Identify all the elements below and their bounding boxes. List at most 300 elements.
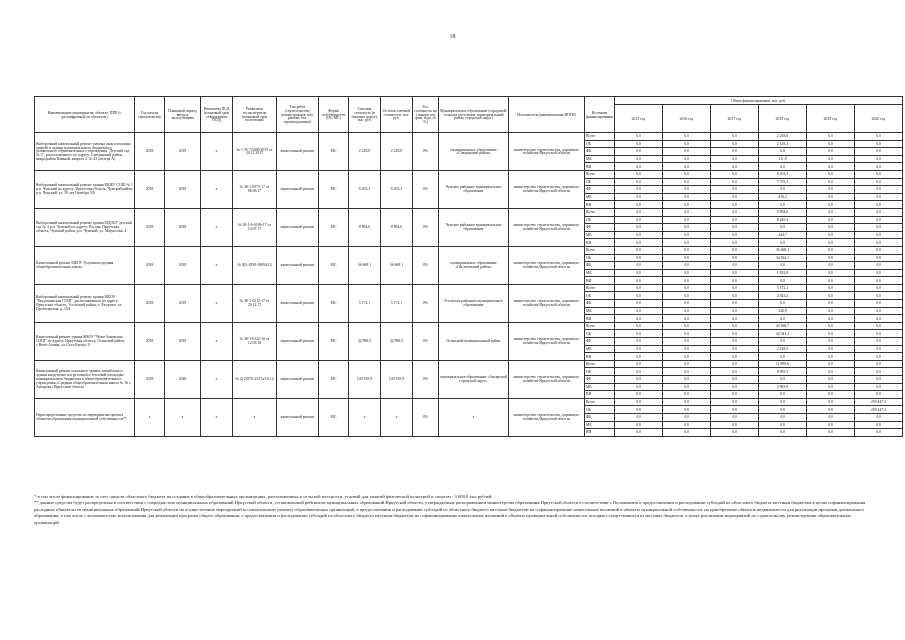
amount-cell: 0,0 [711, 208, 759, 216]
amount-cell: 0,0 [711, 216, 759, 224]
amount-cell: 0,0 [855, 368, 903, 376]
amount-cell: 0,0 [711, 307, 759, 315]
amount-cell: 0,0 [615, 368, 663, 376]
works-type-cell: капитальный ремонт [277, 284, 319, 322]
amount-cell: 0,0 [807, 322, 855, 330]
amount-cell: 410,2 [759, 193, 807, 201]
amount-cell: 0,0 [663, 224, 711, 232]
expertise-details-cell: № 38-1-0312-17 от 29.12.17 [233, 284, 277, 322]
amount-cell: 0,0 [711, 239, 759, 247]
amount-cell: 0,0 [711, 163, 759, 171]
amount-cell: 0,0 [807, 338, 855, 346]
readiness-cell: 0% [413, 322, 439, 360]
funding-source-cell: Всего [585, 133, 615, 141]
year-start-cell: х [135, 398, 165, 436]
amount-cell: 0,0 [615, 360, 663, 368]
amount-cell: 0,0 [711, 133, 759, 141]
amount-cell: 0,0 [807, 277, 855, 285]
customer-cell: министерство строительства, дорожного хозяйства Иркутской области [509, 246, 585, 284]
funding-source-cell: Всего [585, 360, 615, 368]
amount-cell: 0,0 [855, 360, 903, 368]
amount-cell: 0,0 [663, 330, 711, 338]
amount-cell: 0,0 [855, 338, 903, 346]
amount-cell: 0,0 [711, 413, 759, 421]
amount-cell: 0,0 [663, 254, 711, 262]
customer-cell: министерство строительства, дорожного хозяйства Иркутской области [509, 208, 585, 246]
amount-cell: 0,0 [759, 398, 807, 406]
amount-cell: 0,0 [663, 284, 711, 292]
amount-cell: 0,0 [615, 353, 663, 361]
commission-period-cell: 2018 [165, 133, 201, 171]
ownership-cell: МС [319, 170, 349, 208]
commission-period-cell: 2018 [165, 284, 201, 322]
amount-cell: 0,0 [855, 239, 903, 247]
year-start-cell: 2018 [135, 284, 165, 322]
customer-cell: министерство строительства, дорожного хозяйства Иркутской области [509, 170, 585, 208]
funding-source-cell: ОБ [585, 406, 615, 414]
amount-cell: 0,0 [855, 201, 903, 209]
amount-cell: 0,0 [711, 338, 759, 346]
amount-cell: 0,0 [759, 239, 807, 247]
funding-source-cell: Всего [585, 208, 615, 216]
expertise-details-cell: х [233, 398, 277, 436]
amount-cell: 0,0 [855, 269, 903, 277]
remaining-cost-cell: 42 996,5 [381, 322, 413, 360]
amount-cell: 0,0 [711, 178, 759, 186]
estimate-cost-cell: 8 894,0 [349, 208, 381, 246]
ownership-cell: МС [319, 246, 349, 284]
amount-cell: 0,0 [855, 322, 903, 330]
amount-cell: 0,0 [807, 406, 855, 414]
amount-cell: 0,0 [807, 140, 855, 148]
amount-cell: 259 447,3 [855, 398, 903, 406]
col-header-year: 2020 год [855, 105, 903, 133]
amount-cell: 0,0 [855, 246, 903, 254]
remaining-cost-cell: 8 894,0 [381, 208, 413, 246]
amount-cell: 0,0 [855, 148, 903, 156]
funding-source-cell: ОБ [585, 254, 615, 262]
amount-cell: 0,0 [615, 421, 663, 429]
amount-cell: 0,0 [759, 429, 807, 437]
municipality-cell: Осинский муниципальный район [439, 322, 509, 360]
commission-period-cell: 2020 [165, 360, 201, 398]
customer-cell: министерство строительства, дорожного хозяйства Иркутской области [509, 398, 585, 436]
amount-cell: 0,0 [711, 330, 759, 338]
amount-cell: 0,0 [615, 383, 663, 391]
amount-cell: 0,0 [759, 353, 807, 361]
amount-cell: 0,0 [615, 338, 663, 346]
amount-cell: 0,0 [663, 300, 711, 308]
amount-cell: 0,0 [711, 140, 759, 148]
funding-source-cell: МБ [585, 193, 615, 201]
financing-table [34, 96, 903, 437]
amount-cell: 7 793,1 [759, 178, 807, 186]
col-header-source: Источник финансирования [585, 97, 615, 133]
ownership-cell: МС [319, 360, 349, 398]
psd-details-cell: х [201, 133, 233, 171]
amount-cell: 2 228,5 [759, 345, 807, 353]
amount-cell: 0,0 [663, 368, 711, 376]
amount-cell: 0,0 [807, 178, 855, 186]
amount-cell: 0,0 [615, 330, 663, 338]
col-header-commission: Плановый период ввода в эксплуатацию [165, 97, 201, 133]
works-type-cell: капитальный ремонт [277, 360, 319, 398]
amount-cell: 2 126,1 [759, 140, 807, 148]
amount-cell: 0,0 [663, 391, 711, 399]
amount-cell: 0,0 [807, 201, 855, 209]
amount-cell: 0,0 [807, 155, 855, 163]
amount-cell: 0,0 [615, 246, 663, 254]
amount-cell: 0,0 [807, 208, 855, 216]
amount-cell: 0,0 [615, 140, 663, 148]
municipality-cell: муниципальное образование «Ангарский городской округ» [439, 360, 509, 398]
funding-source-cell: ФБ [585, 262, 615, 270]
amount-cell: 0,0 [807, 231, 855, 239]
funding-source-cell: Всего [585, 322, 615, 330]
amount-cell: 0,0 [759, 338, 807, 346]
commission-period-cell: 2018 [165, 246, 201, 284]
col-header-psd: Реквизиты ПСД (плановый срок утверждения ПСД) [201, 97, 233, 133]
estimate-cost-cell: 42 996,5 [349, 322, 381, 360]
amount-cell: 0,0 [663, 429, 711, 437]
amount-cell: 0,0 [663, 322, 711, 330]
amount-cell: 0,0 [759, 413, 807, 421]
amount-cell: 36 668,1 [759, 246, 807, 254]
footnotes [34, 494, 872, 526]
funding-source-cell: МБ [585, 383, 615, 391]
amount-cell: 0,0 [711, 300, 759, 308]
funding-source-cell: МБ [585, 307, 615, 315]
amount-cell: 0,0 [711, 360, 759, 368]
estimate-cost-cell: 2 238,0 [349, 133, 381, 171]
works-type-cell: капитальный ремонт [277, 208, 319, 246]
col-header-year-start: Год начала строительства [135, 97, 165, 133]
amount-cell: 0,0 [615, 170, 663, 178]
object-name-cell: Капитальный ремонт здания МБОУ "Ново-Зоновская СОШ" по адресу: Иркутская область, Осинский район, с.Ново-Ахины, ул.Сухэ-Батора, 9 [35, 322, 135, 360]
remaining-cost-cell: 2 238,0 [381, 133, 413, 171]
amount-cell: 228,9 [759, 307, 807, 315]
table-row [35, 284, 903, 292]
amount-cell: 0,0 [807, 353, 855, 361]
amount-cell: 0,0 [807, 269, 855, 277]
col-header-municipality: Муниципальное образование (городской/сельское поселение, муниципальный район, городской округ) [439, 97, 509, 133]
amount-cell: 0,0 [711, 383, 759, 391]
remaining-cost-cell: 8 203,3 [381, 170, 413, 208]
footnote: ** данные средства будут распределены в соответствии с очередностью муниципальных образований Иркутской области, установленной рейтингом муниципальных образований Иркутской области, утверждаемым распоряжением министерства образования Иркутской области в соответствии с Положением о предоставлении и расходовании субсидий из областного бюджета местным бюджетам в целях софинансирования расходных обязательств муниципальных образований Иркутской области на осуществление мероприятий по капитальному ремонту образовательных организаций, о предоставлении и расходовании субсидий из областного бюджета местным бюджетам на софинансирование капитальных вложений в объекты муниципальной собственности, на приобретение объектов недвижимости для реализации программ дошкольного образования, в том числе с возможностью использования для реализации программ общего образования, о предоставлении и расходовании субсидий из областного бюджета местным бюджетам на софинансирование капитальных вложений в объекты муниципальной собственности, которые осуществляются из местных бюджетов, в целях реализации мероприятий по строительству, реконструкции образовательных организаций. [34, 500, 866, 525]
amount-cell: 0,0 [711, 231, 759, 239]
funding-source-cell: ОБ [585, 140, 615, 148]
amount-cell: 0,0 [807, 360, 855, 368]
funding-source-cell: МБ [585, 421, 615, 429]
funding-source-cell: МБ [585, 155, 615, 163]
amount-cell: 0,0 [855, 224, 903, 232]
page-number: 18 [449, 34, 456, 40]
amount-cell: 0,0 [615, 284, 663, 292]
col-header-year: 2019 год [807, 105, 855, 133]
amount-cell: 0,0 [759, 277, 807, 285]
amount-cell: 0,0 [663, 277, 711, 285]
amount-cell: 0,0 [855, 413, 903, 421]
amount-cell: 444,7 [759, 231, 807, 239]
year-start-cell: 2018 [135, 133, 165, 171]
funding-source-cell: ФБ [585, 148, 615, 156]
col-header-expertise: Реквизиты госэкспертизы (плановый срок получения) [233, 97, 277, 133]
table-row [35, 208, 903, 216]
amount-cell: 44 569,7 [759, 322, 807, 330]
amount-cell: 0,0 [663, 307, 711, 315]
funding-source-cell: Всего [585, 246, 615, 254]
amount-cell: 0,0 [807, 421, 855, 429]
amount-cell: 0,0 [759, 421, 807, 429]
amount-cell: 0,0 [615, 224, 663, 232]
amount-cell: 0,0 [711, 246, 759, 254]
amount-cell: 0,0 [855, 391, 903, 399]
amount-cell: 0,0 [807, 163, 855, 171]
amount-cell: 0,0 [615, 406, 663, 414]
amount-cell: 0,0 [855, 178, 903, 186]
amount-cell: 0,0 [759, 224, 807, 232]
table-row [35, 360, 903, 368]
amount-cell: 0,0 [711, 186, 759, 194]
amount-cell: 0,0 [615, 216, 663, 224]
amount-cell: 0,0 [807, 330, 855, 338]
amount-cell: 0,0 [615, 262, 663, 270]
works-type-cell: капитальный ремонт [277, 133, 319, 171]
col-header-year: 2016 год [663, 105, 711, 133]
amount-cell: 0,0 [711, 322, 759, 330]
amount-cell: 0,0 [855, 262, 903, 270]
amount-cell: 0,0 [711, 315, 759, 323]
amount-cell: 0,0 [855, 292, 903, 300]
funding-source-cell: МБ [585, 231, 615, 239]
amount-cell: 0,0 [807, 413, 855, 421]
amount-cell: 0,0 [807, 284, 855, 292]
funding-source-cell: ОБ [585, 216, 615, 224]
amount-cell: 0,0 [663, 239, 711, 247]
col-header-volume: Объем финансирования, тыс. руб. [615, 97, 903, 105]
amount-cell: 0,0 [807, 224, 855, 232]
amount-cell: 0,0 [855, 140, 903, 148]
amount-cell: 0,0 [663, 201, 711, 209]
amount-cell: 0,0 [807, 133, 855, 141]
funding-source-cell: ОБ [585, 292, 615, 300]
psd-details-cell: х [201, 208, 233, 246]
amount-cell: 0,0 [711, 292, 759, 300]
amount-cell: 0,0 [711, 429, 759, 437]
amount-cell: 0,0 [807, 300, 855, 308]
amount-cell: 0,0 [615, 186, 663, 194]
col-header-ownership: Форма собственности (ОС/МС) [319, 97, 349, 133]
amount-cell: 0,0 [711, 406, 759, 414]
remaining-cost-cell: 149 185,9 [381, 360, 413, 398]
amount-cell: 0,0 [759, 300, 807, 308]
amount-cell: 1 833,0 [759, 269, 807, 277]
amount-cell: 0,0 [807, 170, 855, 178]
amount-cell: 0,0 [663, 406, 711, 414]
amount-cell: 0,0 [855, 216, 903, 224]
amount-cell: 0,0 [759, 201, 807, 209]
estimate-cost-cell: 149 185,9 [349, 360, 381, 398]
amount-cell: 0,0 [807, 148, 855, 156]
commission-period-cell: 2018 [165, 170, 201, 208]
municipality-cell: Чунское районное муниципальное образование [439, 208, 509, 246]
estimate-cost-cell: х [349, 398, 381, 436]
object-name-cell: Выборочный капитальный ремонт здания МБОУ "Раздольинская СОШ", расположенного по адресу: Иркутская область, Усольский район, п. Раздолье, ул. Пролетарская, д. 15А [35, 284, 135, 322]
psd-details-cell: х [201, 322, 233, 360]
amount-cell: 0,0 [855, 231, 903, 239]
amount-cell: 0,0 [663, 413, 711, 421]
amount-cell: 0,0 [663, 163, 711, 171]
amount-cell: 0,0 [663, 246, 711, 254]
amount-cell: 0,0 [615, 398, 663, 406]
amount-cell: 0,0 [615, 178, 663, 186]
amount-cell: 0,0 [663, 315, 711, 323]
ownership-cell: МС [319, 133, 349, 171]
amount-cell: 0,0 [855, 284, 903, 292]
ownership-cell: МС [319, 284, 349, 322]
amount-cell: 0,0 [711, 224, 759, 232]
amount-cell: 0,0 [855, 155, 903, 163]
amount-cell: 0,0 [663, 140, 711, 148]
amount-cell: 0,0 [807, 307, 855, 315]
amount-cell: 0,0 [615, 133, 663, 141]
amount-cell: 0,0 [615, 300, 663, 308]
readiness-cell: 0% [413, 246, 439, 284]
readiness-cell: 0% [413, 360, 439, 398]
amount-cell: 0,0 [615, 391, 663, 399]
amount-cell: 0,0 [615, 163, 663, 171]
amount-cell: 0,0 [711, 262, 759, 270]
amount-cell: 0,0 [615, 307, 663, 315]
amount-cell: 0,0 [615, 429, 663, 437]
amount-cell: 8 449,3 [759, 216, 807, 224]
amount-cell: 0,0 [663, 186, 711, 194]
amount-cell: 0,0 [855, 383, 903, 391]
col-header-remaining: Остаток сметной стоимости, тыс. руб. [381, 97, 413, 133]
amount-cell: 0,0 [615, 269, 663, 277]
amount-cell: 0,0 [615, 208, 663, 216]
customer-cell: министерство строительства, дорожного хозяйства Иркутской области [509, 322, 585, 360]
amount-cell: 0,0 [759, 406, 807, 414]
funding-source-cell: Всего [585, 170, 615, 178]
amount-cell: 0,0 [615, 148, 663, 156]
commission-period-cell: х [165, 398, 201, 436]
remaining-cost-cell: х [381, 398, 413, 436]
readiness-cell: 0% [413, 284, 439, 322]
amount-cell: 0,0 [711, 155, 759, 163]
amount-cell: 0,0 [855, 170, 903, 178]
funding-source-cell: ВИ [585, 353, 615, 361]
table-row [35, 133, 903, 141]
municipality-cell: Чунское районное муниципальное образование [439, 170, 509, 208]
amount-cell: 0,0 [855, 307, 903, 315]
table-row [35, 246, 903, 254]
works-type-cell: капитальный ремонт [277, 170, 319, 208]
amount-cell: 0,0 [855, 133, 903, 141]
col-header-year: 2015 год [615, 105, 663, 133]
customer-cell: министерство строительства, дорожного хозяйства Иркутской области [509, 284, 585, 322]
amount-cell: 0,0 [807, 216, 855, 224]
amount-cell: 0,0 [807, 376, 855, 384]
amount-cell: 0,0 [855, 277, 903, 285]
funding-source-cell: ОБ [585, 368, 615, 376]
amount-cell: 8 894,0 [759, 208, 807, 216]
amount-cell: 0,0 [663, 216, 711, 224]
amount-cell: 0,0 [807, 368, 855, 376]
amount-cell: 0,0 [615, 155, 663, 163]
amount-cell: 0,0 [855, 300, 903, 308]
amount-cell: 0,0 [711, 201, 759, 209]
amount-cell: 0,0 [663, 148, 711, 156]
amount-cell: 0,0 [711, 269, 759, 277]
amount-cell: 0,0 [615, 239, 663, 247]
funding-source-cell: ВИ [585, 429, 615, 437]
psd-details-cell: х [201, 170, 233, 208]
amount-cell: 0,0 [615, 413, 663, 421]
amount-cell: 0,0 [855, 353, 903, 361]
amount-cell: 4 943,2 [759, 292, 807, 300]
expertise-details-cell: № 1-ЗУ-13490/2015 от 20.12.2015 [233, 133, 277, 171]
amount-cell: 0,0 [711, 170, 759, 178]
amount-cell: 0,0 [663, 383, 711, 391]
amount-cell: 0,0 [663, 292, 711, 300]
amount-cell: 0,0 [615, 231, 663, 239]
col-header-year: 2018 год [759, 105, 807, 133]
works-type-cell: капитальный ремонт [277, 322, 319, 360]
object-name-cell: Выборочный капитальный ремонт (замена окон и входных дверей) в здании муниципального бюджетного дошкольного образовательного учреждения "Детский сад № 3", расположенного по адресу: Слюдянский район, микрорайон Южный, квартал 2, № 43 (литера А) [35, 133, 135, 171]
table-row [35, 322, 903, 330]
amount-cell: 0,0 [615, 376, 663, 384]
remaining-cost-cell: 36 668,1 [381, 246, 413, 284]
works-type-cell: капитальный ремонт [277, 398, 319, 436]
estimate-cost-cell: 5 172,1 [349, 284, 381, 322]
amount-cell: 8 995,5 [759, 368, 807, 376]
commission-period-cell: 2018 [165, 208, 201, 246]
amount-cell: 0,0 [759, 148, 807, 156]
funding-source-cell: МБ [585, 345, 615, 353]
amount-cell: 11 898,6 [759, 360, 807, 368]
readiness-cell: 0% [413, 170, 439, 208]
amount-cell: 0,0 [663, 208, 711, 216]
amount-cell: 0,0 [663, 269, 711, 277]
year-start-cell: 2018 [135, 322, 165, 360]
amount-cell: 0,0 [663, 421, 711, 429]
object-name-cell: Выборочный капитальный ремонт здания МОБУ СОШ № 1 р.п. Чунский по адресу: Иркутская область, Чунский район, р.п. Чунский, ул. 50 лет Октября, 9А [35, 170, 135, 208]
amount-cell: 0,0 [807, 193, 855, 201]
amount-cell: 0,0 [855, 193, 903, 201]
year-start-cell: 2018 [135, 208, 165, 246]
funding-source-cell: ФБ [585, 376, 615, 384]
amount-cell: 0,0 [855, 254, 903, 262]
col-header-year: 2017 год [711, 105, 759, 133]
expertise-details-cell: № ДО-1858-18894/14 [233, 246, 277, 284]
funding-source-cell: ФБ [585, 186, 615, 194]
estimate-cost-cell: 8 203,3 [349, 170, 381, 208]
amount-cell: 0,0 [663, 193, 711, 201]
ownership-cell: МС [319, 398, 349, 436]
amount-cell: 0,0 [807, 262, 855, 270]
amount-cell: 0,0 [759, 391, 807, 399]
funding-source-cell: ОБ [585, 330, 615, 338]
amount-cell: 0,0 [711, 376, 759, 384]
psd-details-cell: х [201, 398, 233, 436]
footnote: * в том числе финансирование за счет средств областного бюджета на создание в общеобразовательных организациях, расположенных в сельской местности, условий для занятий физической культурой и спортом - 3 000,0 тыс.рублей. [34, 494, 493, 499]
year-start-cell: 2018 [135, 246, 165, 284]
municipality-cell: Усольское районное муниципальное образование [439, 284, 509, 322]
ownership-cell: МС [319, 208, 349, 246]
col-header-works: Тип работ (строительство, реконструкция, кап. ремонт, тех. перевооружение) [277, 97, 319, 133]
amount-cell: 0,0 [711, 368, 759, 376]
